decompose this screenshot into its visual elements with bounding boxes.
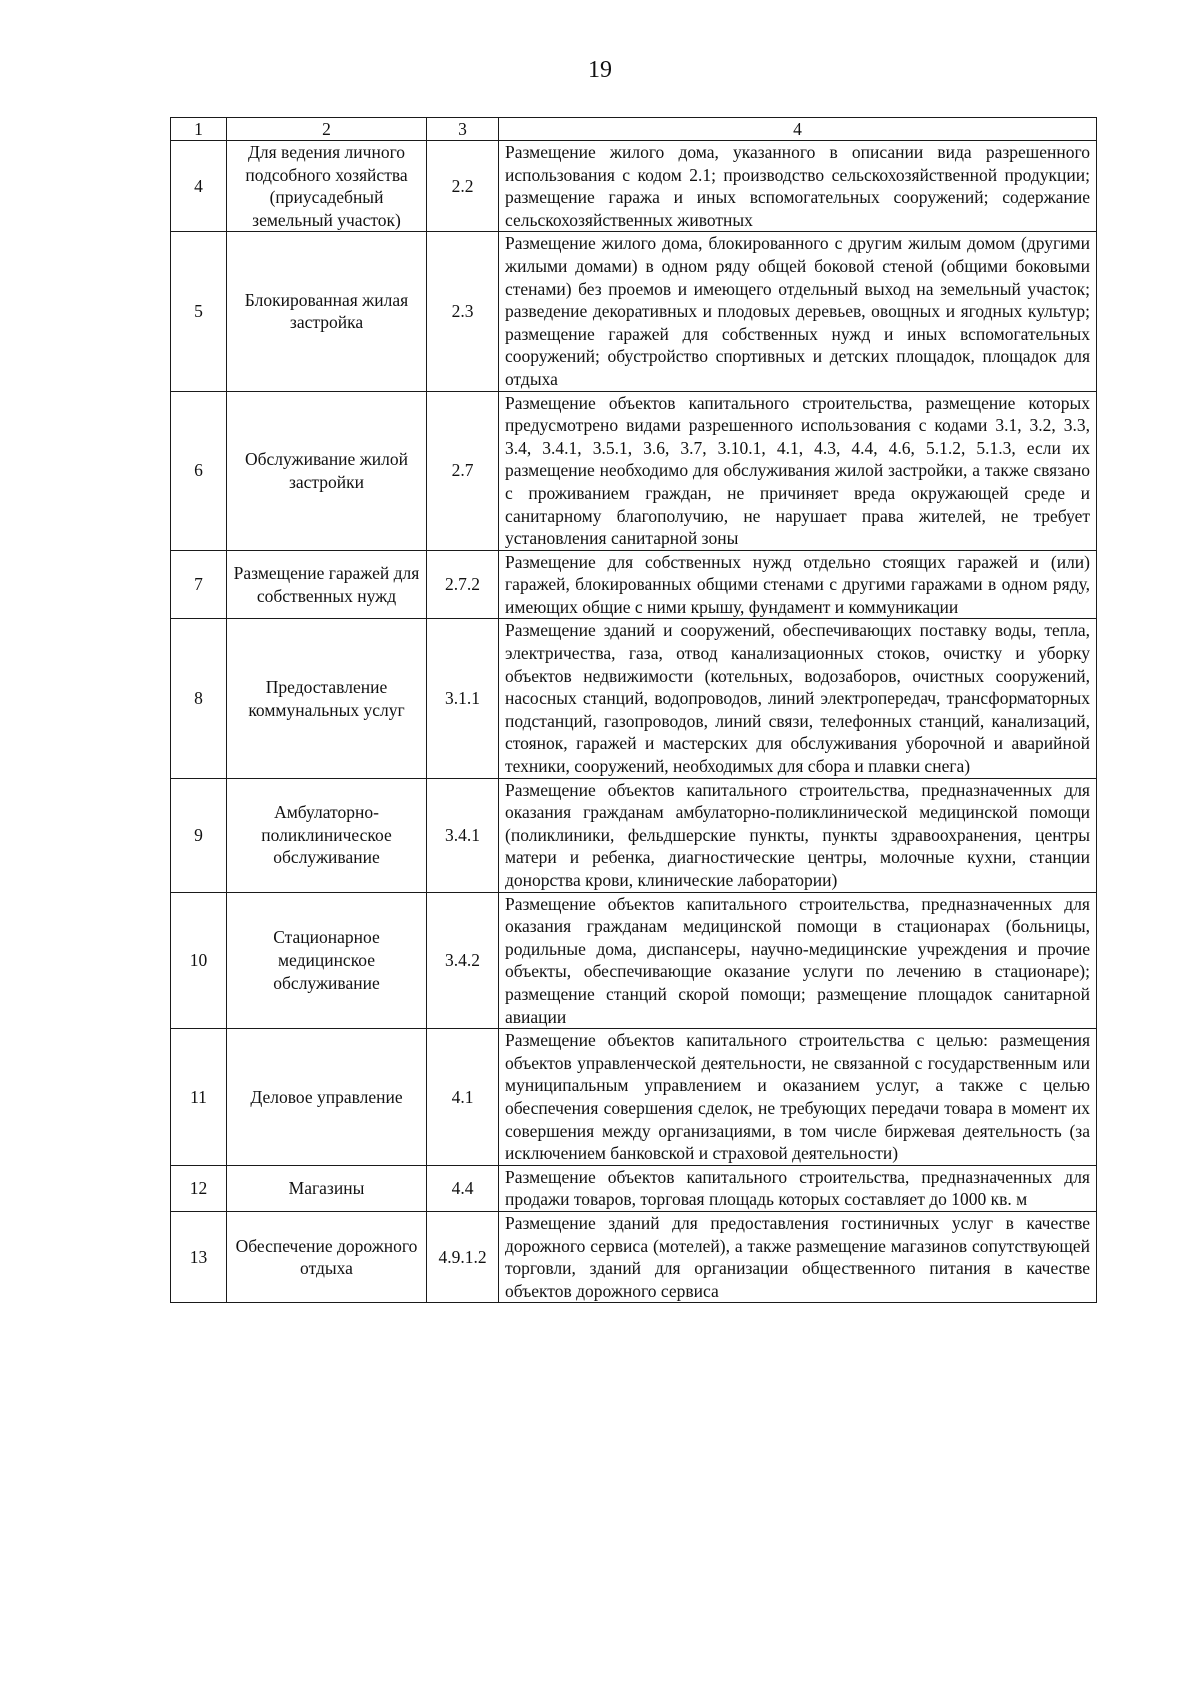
column-header-description: 4 (499, 118, 1097, 141)
use-type-name: Обеспечение дорожного отдыха (227, 1211, 427, 1302)
use-type-name: Обслуживание жилой застройки (227, 391, 427, 550)
table-row (171, 619, 1097, 778)
use-type-code: 3.4.1 (427, 778, 499, 892)
row-number: 11 (171, 1029, 227, 1166)
use-type-name: Размещение гаражей для собственных нужд (227, 550, 427, 619)
table-row (171, 1211, 1097, 1302)
use-type-name: Деловое управление (227, 1029, 427, 1166)
use-type-code: 3.1.1 (427, 619, 499, 778)
row-number: 10 (171, 892, 227, 1029)
column-header-code: 3 (427, 118, 499, 141)
row-number: 9 (171, 778, 227, 892)
page-number: 19 (588, 57, 612, 83)
use-type-code: 2.7 (427, 391, 499, 550)
use-type-code: 2.7.2 (427, 550, 499, 619)
use-type-name: Предоставление коммунальных услуг (227, 619, 427, 778)
column-header-number: 1 (171, 118, 227, 141)
use-type-name: Магазины (227, 1165, 427, 1211)
use-type-code: 2.3 (427, 232, 499, 391)
use-type-description: Размещение объектов капитального строительства, предназначенных для продажи товаров, торговая площадь которых составляет до 1000 кв. м (499, 1165, 1097, 1211)
use-type-description: Размещение жилого дома, блокированного с другим жилым домом (другими жилыми домами) в одном ряду общей боковой стеной (общими боковыми стенами) без проемов и имеющего отдельный выход на земельный участок; разведение декоративных и плодовых деревьев, овощных и ягодных культур; размещение гаражей для собственных нужд и иных вспомогательных сооружений; обустройство спортивных и детских площадок, площадок для отдыха (499, 232, 1097, 391)
row-number: 6 (171, 391, 227, 550)
use-type-code: 3.4.2 (427, 892, 499, 1029)
use-type-description: Размещение объектов капитального строительства с целью: размещения объектов управленческой деятельности, не связанной с государственным или муниципальным управлением и оказанием услуг, а также с целью обеспечения совершения сделок, не требующих передачи товара в момент их совершения между организациями, в том числе биржевая деятельность (за исключением банковской и страховой деятельности) (499, 1029, 1097, 1166)
table-row (171, 778, 1097, 892)
use-type-name: Амбулаторно-поликлиническое обслуживание (227, 778, 427, 892)
use-type-description: Размещение объектов капитального строительства, размещение которых предусмотрено видами разрешенного использования с кодами 3.1, 3.2, 3.3, 3.4, 3.4.1, 3.5.1, 3.6, 3.7, 3.10.1, 4.1, 4.3, 4.4, 4.6, 5.1.2, 5.1.3, если их размещение необходимо для обслуживания жилой застройки, а также связано с проживанием граждан, не причиняет вреда окружающей среде и санитарному благополучию, не нарушает права жителей, не требует установления санитарной зоны (499, 391, 1097, 550)
row-number: 12 (171, 1165, 227, 1211)
table-row (171, 550, 1097, 619)
use-type-description: Размещение жилого дома, указанного в описании вида разрешенного использования с кодом 2.1; производство сельскохозяйственной продукции; размещение гаража и иных вспомогательных сооружений; содержание сельскохозяйственных животных (499, 141, 1097, 232)
column-header-name: 2 (227, 118, 427, 141)
use-type-code: 2.2 (427, 141, 499, 232)
land-use-table (170, 117, 1097, 1303)
table-row (171, 141, 1097, 232)
table-row (171, 232, 1097, 391)
table-row (171, 1029, 1097, 1166)
use-type-name: Для ведения личного подсобного хозяйства (приусадебный земельный участок) (227, 141, 427, 232)
use-type-description: Размещение зданий для предоставления гостиничных услуг в качестве дорожного сервиса (мотелей), а также размещение магазинов сопутствующей торговли, зданий для организации общественного питания в качестве объектов дорожного сервиса (499, 1211, 1097, 1302)
table-row (171, 1165, 1097, 1211)
use-type-code: 4.1 (427, 1029, 499, 1166)
row-number: 8 (171, 619, 227, 778)
table-header-row (171, 118, 1097, 141)
use-type-description: Размещение для собственных нужд отдельно стоящих гаражей и (или) гаражей, блокированных общими стенами с другими гаражами в одном ряду, имеющих общие с ними крышу, фундамент и коммуникации (499, 550, 1097, 619)
use-type-name: Стационарное медицинское обслуживание (227, 892, 427, 1029)
row-number: 4 (171, 141, 227, 232)
use-type-description: Размещение объектов капитального строительства, предназначенных для оказания гражданам медицинской помощи в стационарах (больницы, родильные дома, диспансеры, научно-медицинские учреждения и прочие объекты, обеспечивающие оказание услуги по лечению в стационаре); размещение станций скорой помощи; размещение площадок санитарной авиации (499, 892, 1097, 1029)
row-number: 5 (171, 232, 227, 391)
use-type-description: Размещение зданий и сооружений, обеспечивающих поставку воды, тепла, электричества, газа, отвод канализационных стоков, очистку и уборку объектов недвижимости (котельных, водозаборов, очистных сооружений, насосных станций, водопроводов, линий электропередач, трансформаторных подстанций, газопроводов, линий связи, телефонных станций, канализаций, стоянок, гаражей и мастерских для обслуживания уборочной и аварийной техники, сооружений, необходимых для сбора и плавки снега) (499, 619, 1097, 778)
row-number: 7 (171, 550, 227, 619)
use-type-code: 4.9.1.2 (427, 1211, 499, 1302)
table-row (171, 892, 1097, 1029)
use-type-description: Размещение объектов капитального строительства, предназначенных для оказания гражданам амбулаторно-поликлинической медицинской помощи (поликлиники, фельдшерские пункты, пункты здравоохранения, центры матери и ребенка, диагностические центры, молочные кухни, станции донорства крови, клинические лаборатории) (499, 778, 1097, 892)
use-type-code: 4.4 (427, 1165, 499, 1211)
table-row (171, 391, 1097, 550)
row-number: 13 (171, 1211, 227, 1302)
use-type-name: Блокированная жилая застройка (227, 232, 427, 391)
